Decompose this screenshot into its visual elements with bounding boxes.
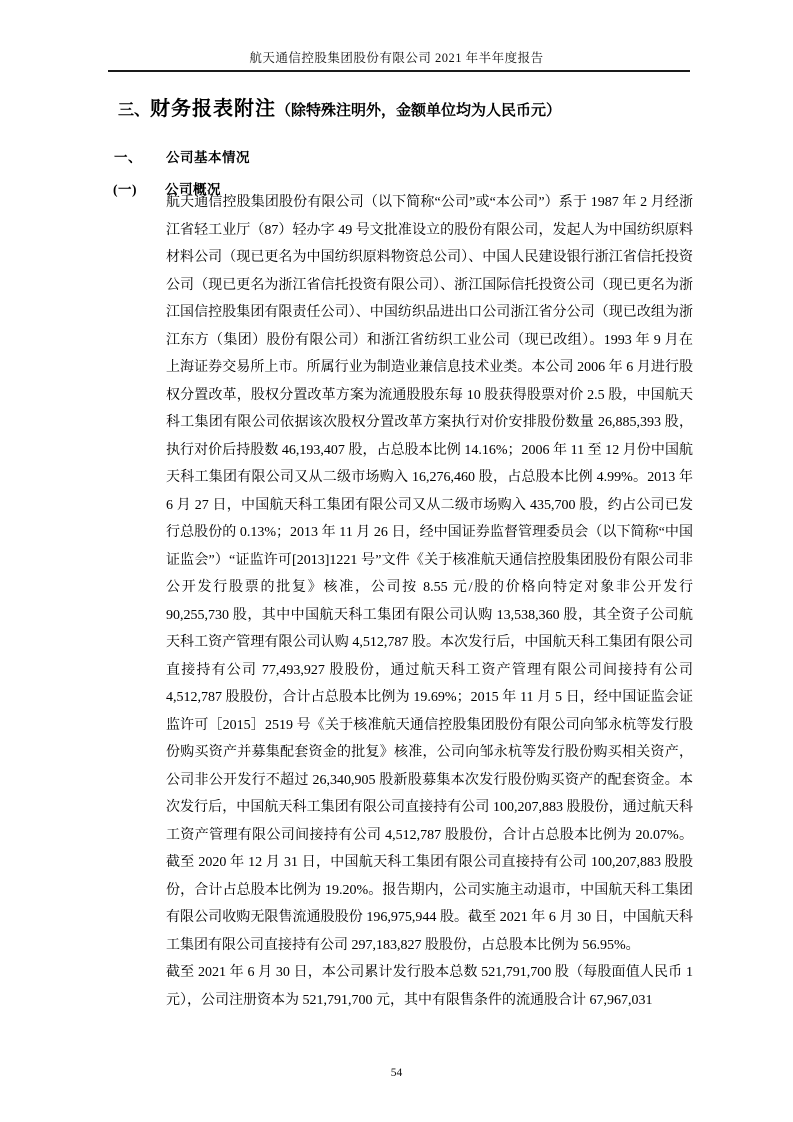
document-title — [118, 92, 718, 121]
section-label: 一、 — [114, 150, 142, 165]
document-title-text: 财务报表附注 — [150, 98, 277, 120]
body-text — [166, 189, 693, 1014]
section-title: 公司基本情况 — [166, 150, 250, 165]
document-title-number: 三、 — [118, 102, 151, 119]
page-number: 54 — [390, 1067, 403, 1079]
document-title-note: （除特殊注明外，金额单位均为人民币元） — [276, 103, 562, 119]
paragraph-share-capital: 截至 2021 年 6 月 30 日，本公司累计发行股本总数 521,791,700 股（每股面值人民币 1 元），公司注册资本为 521,791,700 元，其中有限售条件的流通股合计 67,967,031 — [166, 965, 693, 1008]
header-rule — [108, 70, 690, 72]
section-label: (一) — [113, 182, 137, 197]
paragraph-company-history: 航天通信控股集团股份有限公司（以下简称“公司”或“本公司”）系于 1987 年 2 月经浙江省轻工业厅（87）轻办字 49 号文批准设立的股份有限公司，发起人为中国纺织原料材料公司（现已更名为中国纺织原料物资总公司）、中国人民建设银行浙江省信托投资公司（现已更名为浙江省信托投资有限公司）、浙江国际信托投资公司（现已更名为浙江国信控股集团有限责任公司）、中国纺织品进出口公司浙江省分公司（现已改组为浙江东方（集团）股份有限公司）和浙江省纺织工业公司（现已改组）。1993 年 9 月在上海证券交易所上市。所属行业为制造业兼信息技术业类。本公司 2006 年 6 月进行股权分置改革，股权分置改革方案为流通股股东每 10 股获得股票对价 2.5 股，中国航天科工集团有限公司依据该次股权分置改革方案执行对价安排股份数量 26,885,393 股，执行对价后持股数 46,193,407 股，占总股本比例 14.16%；2006 年 11 至 12 月份中国航天科工集团有限公司又从二级市场购入 16,276,460 股，占总股本比例 4.99%。2013 年 6 月 27 日，中国航天科工集团有限公司又从二级市场购入 435,700 股，约占公司已发行总股份的 0.13%；2013 年 11 月 26 日，经中国证券监督管理委员会（以下简称“中国证监会”）“证监许可[2013]1221 号”文件《关于核准航天通信控股集团股份有限公司非公开发行股票的批复》核准，公司按 8.55 元/股的价格向特定对象非公开发行 90,255,730 股，其中中国航天科工集团有限公司认购 13,538,360 股，其全资子公司航天科工资产管理有限公司认购 4,512,787 股。本次发行后，中国航天科工集团有限公司直接持有公司 77,493,927 股股份，通过航天科工资产管理有限公司间接持有公司 4,512,787 股股份，合计占总股本比例为 19.69%；2015 年 11 月 5 日，经中国证监会证监许可［2015］2519 号《关于核准航天通信控股集团股份有限公司向邹永杭等发行股份购买资产并募集配套资金的批复》核准，公司向邹永杭等发行股份购买相关资产，公司非公开发行不超过 26,340,905 股新股募集本次发行股份购买资产的配套资金。本次发行后，中国航天科工集团有限公司直接持有公司 100,207,883 股股份，通过航天科工资产管理有限公司间接持有公司 4,512,787 股股份，合计占总股本比例为 20.07%。截至 2020 年 12 月 31 日，中国航天科工集团有限公司直接持有公司 100,207,883 股股份，合计占总股本比例为 19.20%。报告期内，公司实施主动退市，中国航天科工集团有限公司收购无限售流通股股份 196,975,944 股。截至 2021 年 6 月 30 日，中国航天科工集团有限公司直接持有公司 297,183,827 股股份，占总股本比例为 56.95%。 — [166, 195, 693, 953]
running-header: 航天通信控股集团股份有限公司 2021 年半年度报告 — [249, 51, 544, 65]
section-heading-company-basic-info — [114, 146, 514, 166]
section-title: 公司概况 — [165, 182, 221, 197]
